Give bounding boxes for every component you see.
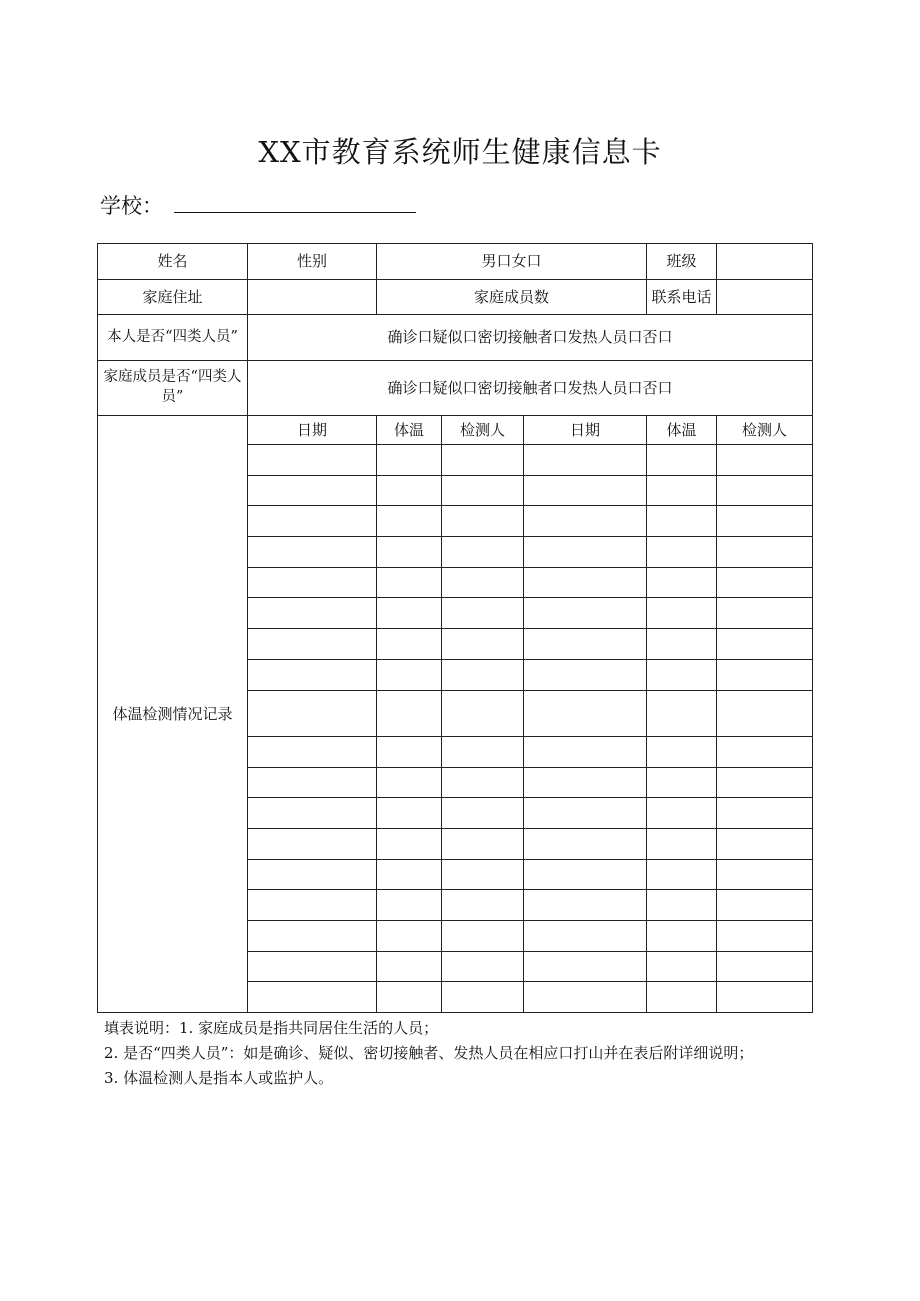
table-cell[interactable] — [524, 890, 647, 921]
table-cell[interactable] — [377, 952, 442, 982]
row-self-four — [98, 315, 813, 361]
table-cell[interactable] — [524, 798, 647, 829]
table-cell[interactable] — [377, 890, 442, 921]
table-cell[interactable] — [717, 768, 813, 798]
table-cell[interactable] — [647, 537, 717, 568]
table-cell[interactable] — [248, 598, 377, 629]
page-title: XX市教育系统师生健康信息卡 — [258, 135, 662, 169]
table-cell[interactable] — [524, 860, 647, 890]
table-cell[interactable] — [377, 506, 442, 537]
phone-label: 联系电话 — [647, 280, 717, 315]
table-cell[interactable] — [524, 537, 647, 568]
row-family-four — [98, 361, 813, 416]
table-cell[interactable] — [524, 768, 647, 798]
phone-value[interactable] — [717, 280, 813, 315]
table-cell[interactable] — [442, 737, 524, 768]
table-cell[interactable] — [647, 568, 717, 598]
table-cell[interactable] — [442, 598, 524, 629]
table-cell[interactable] — [248, 660, 377, 691]
table-cell[interactable] — [647, 445, 717, 476]
table-cell[interactable] — [377, 598, 442, 629]
table-cell[interactable] — [717, 660, 813, 691]
table-cell[interactable] — [647, 921, 717, 952]
table-cell[interactable] — [647, 768, 717, 798]
table-cell[interactable] — [248, 476, 377, 506]
col-temp-2: 体温 — [647, 416, 717, 445]
col-checker-2: 检测人 — [717, 416, 813, 445]
school-label: 学校： — [100, 194, 163, 218]
table-cell[interactable] — [647, 952, 717, 982]
table-cell[interactable] — [248, 445, 377, 476]
self-four-options[interactable]: 确诊口疑似口密切接触者口发热人员口否口 — [248, 315, 813, 361]
table-cell[interactable] — [524, 952, 647, 982]
class-label: 班级 — [647, 244, 717, 280]
table-cell[interactable] — [717, 952, 813, 982]
table-cell[interactable] — [717, 629, 813, 660]
table-cell[interactable] — [377, 568, 442, 598]
table-cell[interactable] — [248, 921, 377, 952]
self-four-label: 本人是否“四类人员” — [98, 315, 248, 361]
table-cell[interactable] — [717, 737, 813, 768]
table-cell[interactable] — [377, 829, 442, 860]
table-cell[interactable] — [248, 537, 377, 568]
fill-instructions — [104, 1016, 816, 1091]
table-cell[interactable] — [248, 982, 377, 1013]
table-cell[interactable] — [248, 768, 377, 798]
table-cell[interactable] — [717, 568, 813, 598]
table-cell[interactable] — [524, 982, 647, 1013]
table-cell[interactable] — [647, 982, 717, 1013]
table-cell[interactable] — [377, 476, 442, 506]
table-cell[interactable] — [647, 798, 717, 829]
col-temp-1: 体温 — [377, 416, 442, 445]
table-cell[interactable] — [248, 829, 377, 860]
address-value[interactable] — [248, 280, 377, 315]
family-count-label: 家庭成员数 — [377, 280, 647, 315]
table-cell[interactable] — [377, 768, 442, 798]
temp-record-label: 体温检测情况记录 — [98, 416, 248, 1013]
table-cell[interactable] — [377, 629, 442, 660]
table-cell[interactable] — [377, 445, 442, 476]
table-cell[interactable] — [717, 798, 813, 829]
table-cell[interactable] — [442, 768, 524, 798]
gender-options[interactable]: 男口女口 — [377, 244, 647, 280]
table-cell[interactable] — [717, 506, 813, 537]
table-cell[interactable] — [524, 568, 647, 598]
table-cell[interactable] — [717, 598, 813, 629]
table-cell[interactable] — [717, 982, 813, 1013]
table-cell[interactable] — [647, 506, 717, 537]
table-cell[interactable] — [524, 737, 647, 768]
table-cell[interactable] — [442, 629, 524, 660]
table-cell[interactable] — [524, 660, 647, 691]
table-cell[interactable] — [524, 476, 647, 506]
table-cell[interactable] — [442, 568, 524, 598]
table-cell[interactable] — [717, 860, 813, 890]
school-input-line[interactable] — [174, 212, 416, 213]
table-cell[interactable] — [248, 629, 377, 660]
table-cell[interactable] — [524, 829, 647, 860]
table-cell[interactable] — [647, 691, 717, 737]
table-cell[interactable] — [524, 629, 647, 660]
col-date-1: 日期 — [248, 416, 377, 445]
family-four-label: 家庭成员是否“四类人员” — [98, 361, 248, 416]
family-four-options[interactable]: 确诊口疑似口密切接触者口发热人员口否口 — [248, 361, 813, 416]
table-cell[interactable] — [442, 660, 524, 691]
table-cell[interactable] — [647, 860, 717, 890]
table-cell[interactable] — [248, 952, 377, 982]
address-label: 家庭住址 — [98, 280, 248, 315]
table-cell[interactable] — [248, 737, 377, 768]
table-cell[interactable] — [377, 921, 442, 952]
table-cell[interactable] — [524, 506, 647, 537]
table-cell[interactable] — [647, 660, 717, 691]
table-cell[interactable] — [524, 598, 647, 629]
table-cell[interactable] — [377, 691, 442, 737]
table-cell[interactable] — [248, 568, 377, 598]
note-line-3: 3. 体温检测人是指本人或监护人。 — [104, 1069, 334, 1087]
table-cell[interactable] — [442, 506, 524, 537]
table-cell[interactable] — [717, 691, 813, 737]
health-info-table — [97, 243, 813, 1013]
col-date-2: 日期 — [524, 416, 647, 445]
table-cell[interactable] — [442, 860, 524, 890]
table-cell[interactable] — [717, 829, 813, 860]
table-cell[interactable] — [248, 860, 377, 890]
table-cell[interactable] — [442, 952, 524, 982]
class-value[interactable] — [717, 244, 813, 280]
table-cell[interactable] — [442, 691, 524, 737]
note-line-1: 填表说明：1. 家庭成员是指共同居住生活的人员； — [104, 1019, 439, 1037]
table-cell[interactable] — [442, 537, 524, 568]
table-cell[interactable] — [717, 921, 813, 952]
table-cell[interactable] — [647, 629, 717, 660]
table-cell[interactable] — [442, 921, 524, 952]
table-cell[interactable] — [717, 537, 813, 568]
table-cell[interactable] — [377, 737, 442, 768]
table-cell[interactable] — [442, 829, 524, 860]
table-cell[interactable] — [524, 691, 647, 737]
table-cell[interactable] — [647, 737, 717, 768]
table-cell[interactable] — [377, 860, 442, 890]
table-cell[interactable] — [717, 445, 813, 476]
table-cell[interactable] — [647, 829, 717, 860]
table-cell[interactable] — [442, 476, 524, 506]
table-cell[interactable] — [377, 660, 442, 691]
col-checker-1: 检测人 — [442, 416, 524, 445]
table-cell[interactable] — [377, 537, 442, 568]
table-cell[interactable] — [442, 798, 524, 829]
temp-header-row — [98, 416, 813, 445]
table-cell[interactable] — [442, 890, 524, 921]
table-cell[interactable] — [524, 921, 647, 952]
table-cell[interactable] — [647, 598, 717, 629]
table-cell[interactable] — [377, 798, 442, 829]
note-line-2: 2. 是否“四类人员”：如是确诊、疑似、密切接触者、发热人员在相应口打山并在表后附详细说明； — [104, 1044, 754, 1062]
table-cell[interactable] — [442, 982, 524, 1013]
row-name — [98, 244, 813, 280]
gender-label: 性别 — [248, 244, 377, 280]
table-cell[interactable] — [442, 445, 524, 476]
table-cell[interactable] — [248, 798, 377, 829]
table-cell[interactable] — [248, 890, 377, 921]
table-cell[interactable] — [377, 982, 442, 1013]
table-cell[interactable] — [717, 476, 813, 506]
table-cell[interactable] — [647, 890, 717, 921]
table-cell[interactable] — [248, 506, 377, 537]
table-cell[interactable] — [248, 691, 377, 737]
table-cell[interactable] — [717, 890, 813, 921]
row-address — [98, 280, 813, 315]
name-label: 姓名 — [98, 244, 248, 280]
table-cell[interactable] — [647, 476, 717, 506]
table-cell[interactable] — [524, 445, 647, 476]
